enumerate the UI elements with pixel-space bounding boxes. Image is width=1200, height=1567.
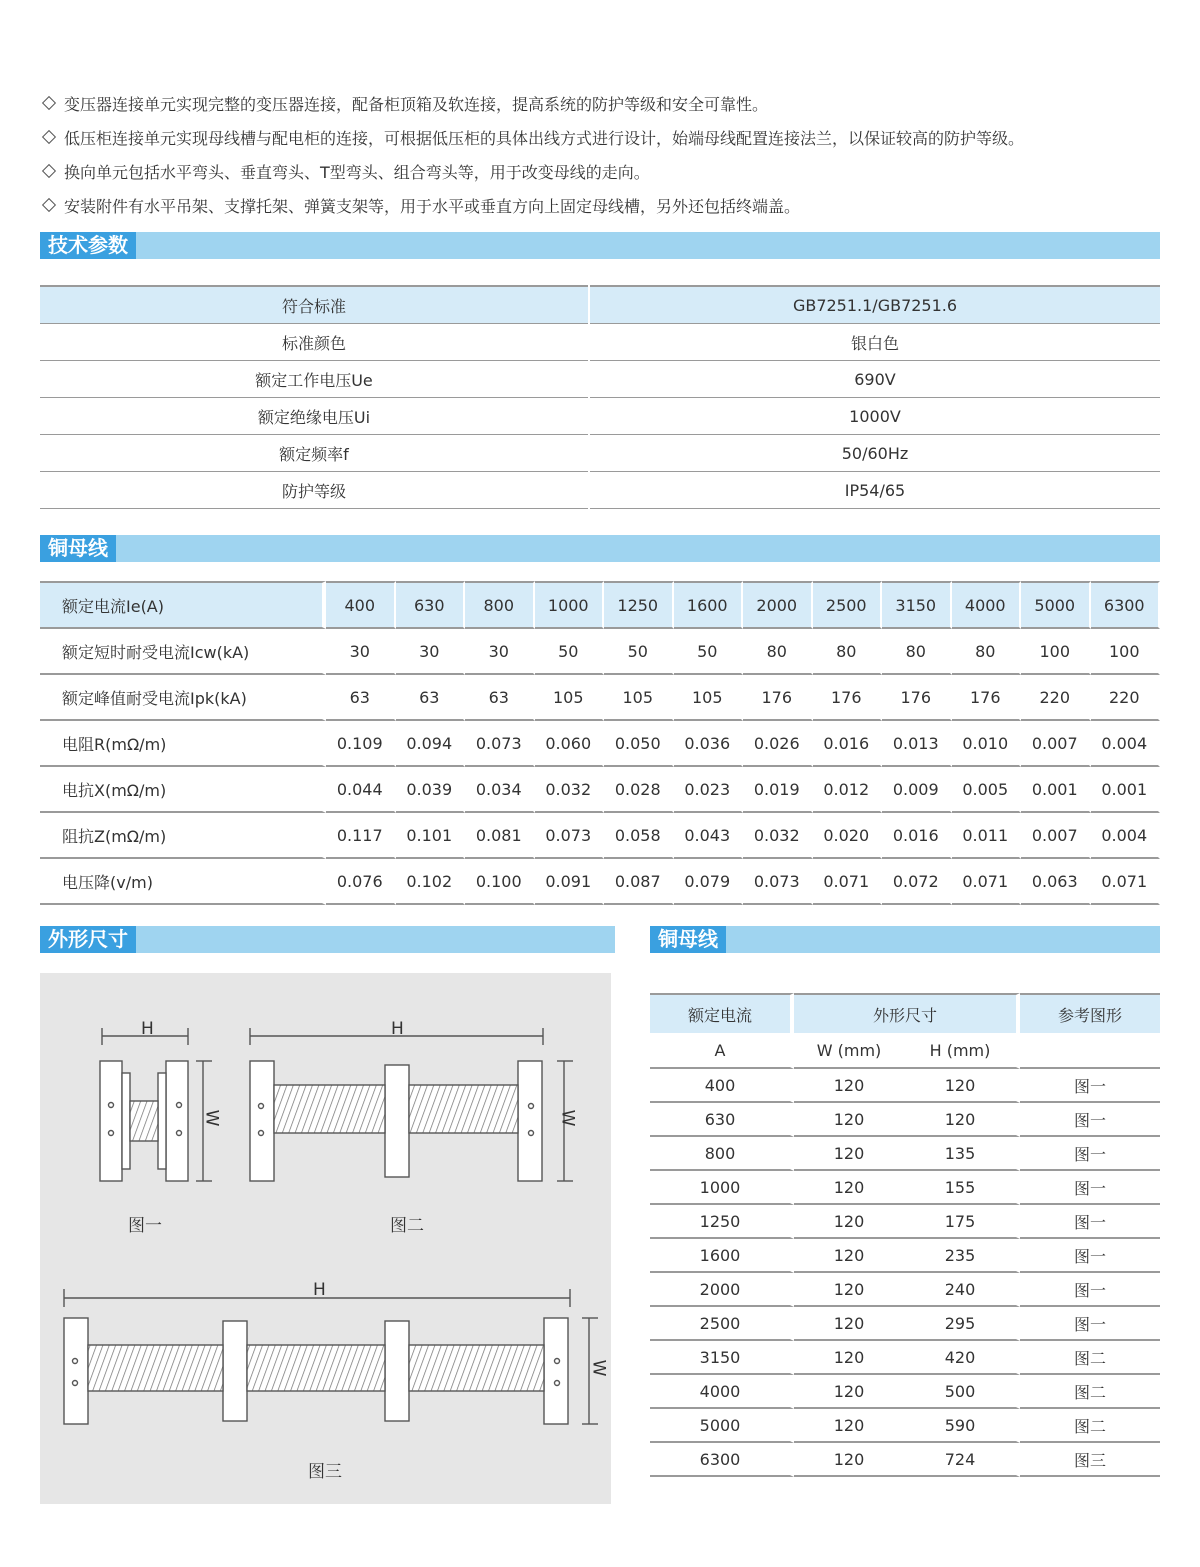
size-row-h: 420 [904,1341,1020,1375]
size-row-current: 6300 [650,1443,794,1477]
copper-cell: 0.009 [882,767,952,813]
copper-cell: 4000 [952,581,1022,629]
size-row-h: 500 [904,1375,1020,1409]
size-row-h: 120 [904,1069,1020,1103]
size-row-current: 400 [650,1069,794,1103]
copper-cell: 0.016 [882,813,952,859]
copper-cell: 0.060 [535,721,605,767]
copper-cell: 0.001 [1021,767,1091,813]
tech-param-row [40,286,1160,324]
size-row-figure: 图二 [1020,1409,1160,1443]
copper-cell: 1000 [535,581,605,629]
size-row [650,1205,1160,1239]
copper-row-label: 电阻R(mΩ/m) [40,721,326,767]
copper-cell: 0.013 [882,721,952,767]
copper-cell: 0.004 [1091,813,1161,859]
copper-cell: 50 [604,629,674,675]
size-row-h: 120 [904,1103,1020,1137]
subheader-w-mm: W (mm) [794,1033,904,1069]
copper-cell: 0.019 [743,767,813,813]
copper-cell: 105 [604,675,674,721]
tech-param-row [40,435,1160,472]
copper-row [40,721,1160,767]
copper-cell: 0.109 [326,721,396,767]
size-row-current: 5000 [650,1409,794,1443]
copper-row [40,675,1160,721]
copper-cell: 0.071 [1091,859,1161,905]
copper-row [40,581,1160,629]
tech-param-label: 额定工作电压Ue [40,361,589,398]
size-row [650,1069,1160,1103]
copper-row-label: 额定短时耐受电流Icw(kA) [40,629,326,675]
copper-cell: 63 [326,675,396,721]
size-row-current: 3150 [650,1341,794,1375]
header-rated-current: 额定电流 [650,993,794,1033]
copper-cell: 0.007 [1021,721,1091,767]
size-row-current: 4000 [650,1375,794,1409]
size-row-current: 1250 [650,1205,794,1239]
size-row-w: 120 [794,1103,904,1137]
feature-item: 安装附件有水平吊架、支撑托架、弹簧支架等，用于水平或垂直方向上固定母线槽，另外还包括终端盖。 [40,192,1170,226]
copper-cell: 0.007 [1021,813,1091,859]
figure-3-drawing [64,1289,598,1424]
copper-cell: 176 [952,675,1022,721]
copper-cell: 400 [326,581,396,629]
copper-cell: 0.094 [396,721,466,767]
copper-cell: 0.010 [952,721,1022,767]
copper-cell: 80 [743,629,813,675]
header-reference-figure: 参考图形 [1020,993,1160,1033]
size-row [650,1341,1160,1375]
dimension-w-label: W [201,1109,222,1127]
size-row-h: 590 [904,1409,1020,1443]
copper-cell: 176 [813,675,883,721]
tech-param-label: 符合标准 [40,286,589,324]
tech-param-value: 银白色 [589,324,1160,361]
copper-cell: 30 [326,629,396,675]
diamond-bullet-icon [42,164,56,178]
copper-cell: 0.016 [813,721,883,767]
copper-cell: 0.058 [604,813,674,859]
copper-cell: 3150 [882,581,952,629]
size-row [650,1273,1160,1307]
copper-row-label: 额定电流Ie(A) [40,581,326,629]
dimension-w-label: W [557,1109,578,1127]
dimension-drawing-panel [40,973,611,1504]
size-row-w: 120 [794,1341,904,1375]
size-row-figure: 图一 [1020,1137,1160,1171]
copper-row-label: 阻抗Z(mΩ/m) [40,813,326,859]
size-row-figure: 图一 [1020,1239,1160,1273]
size-row-h: 240 [904,1273,1020,1307]
tech-param-label: 额定频率f [40,435,589,472]
copper-cell: 176 [882,675,952,721]
copper-cell: 0.012 [813,767,883,813]
figure-2-caption: 图二 [390,1216,424,1236]
copper-cell: 0.050 [604,721,674,767]
copper-cell: 30 [396,629,466,675]
size-table-subheader [650,1033,1160,1069]
figure-2-drawing [250,1028,573,1181]
copper-row-label: 额定峰值耐受电流Ipk(kA) [40,675,326,721]
size-row [650,1239,1160,1273]
section-title-tech: 技术参数 [40,232,136,259]
copper-cell: 63 [396,675,466,721]
feature-item: 换向单元包括水平弯头、垂直弯头、T型弯头、组合弯头等，用于改变母线的走向。 [40,158,1170,192]
tech-param-label: 标准颜色 [40,324,589,361]
size-row-w: 120 [794,1171,904,1205]
size-row-current: 2500 [650,1307,794,1341]
size-row-figure: 图一 [1020,1069,1160,1103]
copper-cell: 220 [1091,675,1161,721]
tech-param-value: IP54/65 [589,472,1160,509]
tech-param-label: 防护等级 [40,472,589,509]
copper-cell: 0.001 [1091,767,1161,813]
copper-cell: 80 [952,629,1022,675]
dimension-h-label: H [391,1019,404,1039]
dimension-w-label: W [588,1359,609,1377]
subheader-empty [1020,1033,1160,1069]
copper-cell: 0.076 [326,859,396,905]
tech-param-value: 1000V [589,398,1160,435]
size-row-figure: 图二 [1020,1341,1160,1375]
header-outline-size: 外形尺寸 [794,993,1020,1033]
copper-cell: 100 [1091,629,1161,675]
copper-row [40,629,1160,675]
copper-cell: 50 [674,629,744,675]
figure-1-drawing [100,1028,212,1181]
size-row-h: 155 [904,1171,1020,1205]
section-bar-copper2 [650,926,1160,953]
size-row-figure: 图一 [1020,1273,1160,1307]
size-row-h: 175 [904,1205,1020,1239]
copper-cell: 0.028 [604,767,674,813]
size-row-current: 1600 [650,1239,794,1273]
size-row-h: 135 [904,1137,1020,1171]
diamond-bullet-icon [42,130,56,144]
copper-cell: 2500 [813,581,883,629]
figure-3-caption: 图三 [308,1462,342,1482]
figure-1-caption: 图一 [128,1216,162,1236]
copper-cell: 0.063 [1021,859,1091,905]
size-row-figure: 图一 [1020,1103,1160,1137]
size-row-figure: 图一 [1020,1307,1160,1341]
copper-cell: 5000 [1021,581,1091,629]
size-row-current: 800 [650,1137,794,1171]
size-row-figure: 图一 [1020,1205,1160,1239]
copper-cell: 0.032 [743,813,813,859]
copper-row [40,813,1160,859]
feature-item: 低压柜连接单元实现母线槽与配电柜的连接，可根据低压柜的具体出线方式进行设计，始端母线配置连接法兰，以保证较高的防护等级。 [40,124,1170,158]
copper-cell: 0.072 [882,859,952,905]
tech-param-row [40,398,1160,435]
subheader-h-mm: H (mm) [904,1033,1020,1069]
copper-cell: 0.071 [952,859,1022,905]
size-row-h: 295 [904,1307,1020,1341]
dimension-h-label: H [141,1019,154,1039]
copper-cell: 0.026 [743,721,813,767]
size-row [650,1375,1160,1409]
size-row [650,1409,1160,1443]
copper-row-label: 电压降(v/m) [40,859,326,905]
copper-cell: 2000 [743,581,813,629]
size-table-header [650,993,1160,1033]
size-row-w: 120 [794,1409,904,1443]
copper-cell: 0.039 [396,767,466,813]
section-title-dims: 外形尺寸 [40,926,136,953]
copper-cell: 100 [1021,629,1091,675]
copper-cell: 0.023 [674,767,744,813]
copper-cell: 0.081 [465,813,535,859]
size-row [650,1171,1160,1205]
section-bar-copper [40,535,1160,562]
size-row-figure: 图一 [1020,1171,1160,1205]
tech-param-row [40,472,1160,509]
tech-param-row [40,361,1160,398]
copper-cell: 30 [465,629,535,675]
copper-cell: 0.073 [743,859,813,905]
size-row [650,1137,1160,1171]
size-row-figure: 图二 [1020,1375,1160,1409]
copper-cell: 0.117 [326,813,396,859]
copper-cell: 0.102 [396,859,466,905]
copper-cell: 0.034 [465,767,535,813]
copper-cell: 800 [465,581,535,629]
copper-cell: 0.087 [604,859,674,905]
section-title-copper: 铜母线 [40,535,116,562]
size-row [650,1103,1160,1137]
size-row [650,1307,1160,1341]
copper-busbar-table [40,581,1160,905]
copper-cell: 0.043 [674,813,744,859]
copper-cell: 105 [535,675,605,721]
size-row-current: 1000 [650,1171,794,1205]
size-row-w: 120 [794,1069,904,1103]
busbar-drawings [40,973,611,1504]
size-row-w: 120 [794,1375,904,1409]
copper-cell: 0.036 [674,721,744,767]
subheader-a: A [650,1033,794,1069]
tech-param-row [40,324,1160,361]
tech-param-value: 50/60Hz [589,435,1160,472]
tech-param-value: 690V [589,361,1160,398]
size-row-w: 120 [794,1443,904,1477]
copper-cell: 0.020 [813,813,883,859]
dimension-h-label: H [313,1280,326,1300]
size-row-w: 120 [794,1239,904,1273]
copper-cell: 0.004 [1091,721,1161,767]
copper-cell: 0.079 [674,859,744,905]
tech-param-label: 额定绝缘电压Ui [40,398,589,435]
copper-row [40,859,1160,905]
copper-cell: 1250 [604,581,674,629]
copper-cell: 0.044 [326,767,396,813]
copper-cell: 80 [882,629,952,675]
copper-cell: 0.073 [535,813,605,859]
copper-cell: 80 [813,629,883,675]
feature-list [40,90,1170,226]
copper-cell: 1600 [674,581,744,629]
copper-cell: 50 [535,629,605,675]
size-row-h: 724 [904,1443,1020,1477]
size-row-w: 120 [794,1137,904,1171]
size-row-w: 120 [794,1273,904,1307]
copper-cell: 176 [743,675,813,721]
copper-cell: 0.100 [465,859,535,905]
feature-item: 变压器连接单元实现完整的变压器连接，配备柜顶箱及软连接，提高系统的防护等级和安全可靠性。 [40,90,1170,124]
copper-row [40,767,1160,813]
copper-cell: 63 [465,675,535,721]
size-row-w: 120 [794,1205,904,1239]
copper-cell: 0.005 [952,767,1022,813]
copper-cell: 630 [396,581,466,629]
size-row-h: 235 [904,1239,1020,1273]
copper-cell: 6300 [1091,581,1161,629]
size-row [650,1443,1160,1477]
copper-cell: 220 [1021,675,1091,721]
diamond-bullet-icon [42,198,56,212]
outline-size-table [650,993,1160,1477]
tech-param-value: GB7251.1/GB7251.6 [589,286,1160,324]
size-row-w: 120 [794,1307,904,1341]
copper-cell: 0.091 [535,859,605,905]
section-title-copper2: 铜母线 [650,926,726,953]
copper-cell: 0.101 [396,813,466,859]
copper-row-label: 电抗X(mΩ/m) [40,767,326,813]
tech-params-table [40,285,1160,509]
copper-cell: 105 [674,675,744,721]
size-row-figure: 图三 [1020,1443,1160,1477]
section-bar-dims [40,926,615,953]
diamond-bullet-icon [42,96,56,110]
size-row-current: 2000 [650,1273,794,1307]
copper-cell: 0.073 [465,721,535,767]
size-row-current: 630 [650,1103,794,1137]
copper-cell: 0.071 [813,859,883,905]
copper-cell: 0.011 [952,813,1022,859]
copper-cell: 0.032 [535,767,605,813]
section-bar-tech [40,232,1160,259]
